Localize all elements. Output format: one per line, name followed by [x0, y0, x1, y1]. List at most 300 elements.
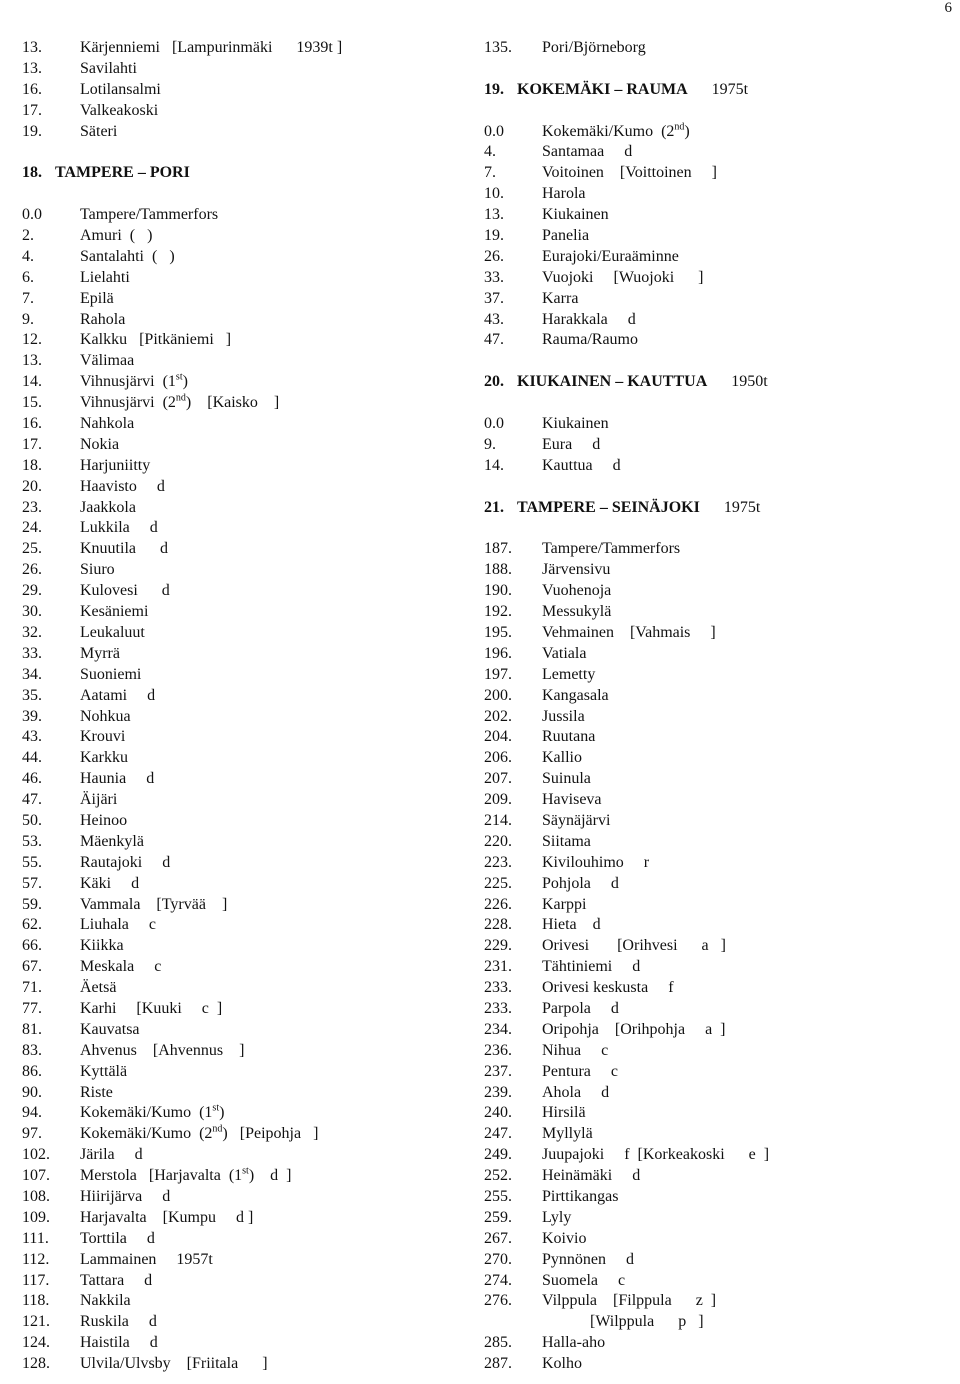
- station-entry: [484, 38, 944, 59]
- station-entry: [22, 477, 482, 498]
- station-km: 23.: [22, 498, 42, 516]
- station-km: 233.: [484, 999, 512, 1017]
- station-name: Parpola d: [542, 999, 619, 1017]
- station-name: Kulovesi d: [80, 582, 170, 600]
- station-entry: [22, 665, 482, 686]
- station-entry: [22, 1020, 482, 1041]
- station-km: 274.: [484, 1271, 512, 1289]
- station-name: Meskala c: [80, 958, 162, 976]
- blank-line: [484, 59, 944, 80]
- station-name: Nakkila: [80, 1292, 131, 1310]
- station-km: 220.: [484, 832, 512, 850]
- station-km: 43.: [484, 310, 504, 328]
- station-km: 16.: [22, 80, 42, 98]
- station-entry: [484, 811, 944, 832]
- blank-line: [484, 351, 944, 372]
- station-km: 188.: [484, 561, 512, 579]
- station-name: Pohjola d: [542, 874, 619, 892]
- station-km: 53.: [22, 832, 42, 850]
- station-entry: [22, 957, 482, 978]
- station-name: Äetsä: [80, 979, 117, 997]
- station-name: Kokemäki/Kumo (1st): [80, 1103, 225, 1122]
- station-entry: [22, 1187, 482, 1208]
- station-name: Savilahti: [80, 59, 137, 77]
- station-km: 9.: [484, 435, 496, 453]
- station-entry: [484, 539, 944, 560]
- station-km: 0.0: [22, 206, 42, 224]
- station-entry: [484, 999, 944, 1020]
- station-entry: [22, 1041, 482, 1062]
- station-km: 66.: [22, 937, 42, 955]
- station-km: 20.: [22, 477, 42, 495]
- ordinal-superscript: nd: [674, 121, 685, 133]
- ordinal-superscript: st: [242, 1165, 249, 1177]
- station-name: Liuhala c: [80, 916, 156, 934]
- station-km: 32.: [22, 623, 42, 641]
- station-entry: [484, 936, 944, 957]
- station-km: 7.: [484, 164, 496, 182]
- station-entry: [484, 644, 944, 665]
- station-entry: [22, 874, 482, 895]
- station-km: 200.: [484, 686, 512, 704]
- station-entry: [484, 581, 944, 602]
- station-name: Suoniemi: [80, 665, 142, 683]
- station-entry: [22, 644, 482, 665]
- station-name: Kivilouhimo r: [542, 853, 650, 871]
- station-km: 17.: [22, 101, 42, 119]
- station-entry: [22, 602, 482, 623]
- station-name: Jussila: [542, 707, 585, 725]
- station-entry: [22, 936, 482, 957]
- station-entry: [22, 351, 482, 372]
- station-entry: [22, 1312, 482, 1333]
- station-entry: [484, 707, 944, 728]
- ordinal-superscript: st: [175, 371, 183, 383]
- station-entry: [484, 1354, 944, 1375]
- station-entry: [22, 101, 482, 122]
- station-entry: [484, 978, 944, 999]
- station-name: Halla-aho: [542, 1334, 606, 1352]
- station-km: 33.: [22, 644, 42, 662]
- station-name: Siuro: [80, 561, 115, 579]
- station-km: 202.: [484, 707, 512, 725]
- station-name: Haunia d: [80, 770, 155, 788]
- station-entry: [22, 1354, 482, 1375]
- station-entry: [484, 1166, 944, 1187]
- station-name: Vehmainen [Vahmais ]: [542, 623, 716, 641]
- route-name: KOKEMÄKI – RAUMA 1975t: [517, 80, 749, 98]
- station-km: 118.: [22, 1292, 50, 1310]
- blank-line: [484, 518, 944, 539]
- station-name: Myrrä: [80, 644, 120, 662]
- station-name: Pirttikangas: [542, 1187, 619, 1205]
- station-km: 267.: [484, 1229, 512, 1247]
- station-km: 26.: [22, 561, 42, 579]
- station-name: Haistila d: [80, 1334, 158, 1352]
- station-km: 29.: [22, 582, 42, 600]
- station-name: Amuri ( ): [80, 227, 153, 245]
- station-km: 13.: [22, 59, 42, 77]
- station-km: 240.: [484, 1104, 512, 1122]
- station-km: 225.: [484, 874, 512, 892]
- station-name: Ahvenus [Ahvennus ]: [80, 1041, 245, 1059]
- station-entry: [484, 184, 944, 205]
- station-name: Lielahti: [80, 268, 130, 286]
- station-km: 223.: [484, 853, 512, 871]
- station-name: Nihua c: [542, 1041, 609, 1059]
- station-entry: [484, 330, 944, 351]
- station-entry: [484, 226, 944, 247]
- station-km: 35.: [22, 686, 42, 704]
- station-name: Riste: [80, 1083, 113, 1101]
- station-entry: [484, 1062, 944, 1083]
- station-km: 43.: [22, 728, 42, 746]
- station-km: 117.: [22, 1271, 50, 1289]
- station-entry: [484, 1333, 944, 1354]
- station-km: 15.: [22, 394, 42, 412]
- station-km: 108.: [22, 1187, 50, 1205]
- station-name: Karra: [542, 289, 579, 307]
- station-name: Tattara d: [80, 1271, 153, 1289]
- station-km: 83.: [22, 1041, 42, 1059]
- station-entry: [22, 1124, 482, 1145]
- station-km: 10.: [484, 185, 504, 203]
- station-name: Vammala [Tyrvää ]: [80, 895, 228, 913]
- station-entry: [484, 1312, 944, 1333]
- station-entry: [22, 769, 482, 790]
- station-entry: [484, 122, 944, 143]
- station-km: 204.: [484, 728, 512, 746]
- station-name: Säynäjärvi: [542, 811, 611, 829]
- station-entry: [484, 247, 944, 268]
- station-name: Kokemäki/Kumo (2nd): [542, 121, 690, 140]
- station-entry: [22, 1229, 482, 1250]
- station-name: Kesäniemi: [80, 603, 149, 621]
- station-entry: [22, 1291, 482, 1312]
- station-name: Kalkku [Pitkäniemi ]: [80, 331, 232, 349]
- station-km: 67.: [22, 958, 42, 976]
- station-name: Haviseva: [542, 791, 602, 809]
- station-name: Vatiala: [542, 644, 587, 662]
- station-name: Panelia: [542, 227, 590, 245]
- station-name: Nohkua: [80, 707, 131, 725]
- ordinal-superscript: nd: [212, 1123, 223, 1135]
- station-name: Ulvila/Ulvsby [Friitala ]: [80, 1355, 268, 1373]
- station-name: Kiukainen: [542, 206, 609, 224]
- station-km: 59.: [22, 895, 42, 913]
- station-name: Tampere/Tammerfors: [542, 540, 681, 558]
- station-entry: [484, 414, 944, 435]
- station-km: 107.: [22, 1167, 50, 1185]
- station-km: 13.: [22, 352, 42, 370]
- station-name: Krouvi: [80, 728, 126, 746]
- blank-line: [484, 477, 944, 498]
- station-entry: [484, 435, 944, 456]
- station-km: 2.: [22, 227, 34, 245]
- station-entry: [484, 560, 944, 581]
- station-km: 109.: [22, 1208, 50, 1226]
- station-name: Karppi: [542, 895, 587, 913]
- station-entry: [22, 330, 482, 351]
- station-km: 77.: [22, 999, 42, 1017]
- station-entry: [484, 1250, 944, 1271]
- station-entry: [22, 122, 482, 143]
- station-km: 47.: [484, 331, 504, 349]
- station-km: 249.: [484, 1146, 512, 1164]
- station-entry: [484, 895, 944, 916]
- station-name: Merstola [Harjavalta (1st) d ]: [80, 1165, 292, 1185]
- station-name: Koivio: [542, 1229, 587, 1247]
- station-km: 121.: [22, 1313, 50, 1331]
- station-entry: [22, 1103, 482, 1124]
- station-km: 128.: [22, 1355, 50, 1373]
- station-km: 259.: [484, 1208, 512, 1226]
- station-km: 71.: [22, 979, 42, 997]
- left-column: [22, 38, 482, 1375]
- station-km: 233.: [484, 979, 512, 997]
- station-km: 197.: [484, 665, 512, 683]
- station-name: Rauma/Raumo: [542, 331, 638, 349]
- station-name: Kolho: [542, 1355, 582, 1373]
- station-km: 50.: [22, 811, 42, 829]
- station-entry: [22, 498, 482, 519]
- station-name: Karkku: [80, 749, 128, 767]
- station-name: Nahkola: [80, 415, 135, 433]
- station-name: Kärjenniemi [Lampurinmäki 1939t ]: [80, 39, 343, 56]
- station-name: Lammainen 1957t: [80, 1250, 213, 1268]
- route-number: 21.: [484, 498, 504, 516]
- station-name: Messukylä: [542, 603, 612, 621]
- station-entry: [22, 59, 482, 80]
- station-name: Vihnusjärvi (1st): [80, 371, 188, 391]
- station-entry: [484, 1041, 944, 1062]
- station-entry: [484, 915, 944, 936]
- station-entry: [22, 811, 482, 832]
- station-name: Orivesi [Orihvesi a ]: [542, 937, 726, 955]
- station-name: Vihnusjärvi (2nd) [Kaisko ]: [80, 392, 280, 412]
- station-entry: [22, 915, 482, 936]
- station-km: 97.: [22, 1125, 42, 1143]
- station-km: 206.: [484, 749, 512, 767]
- station-name: Siitama: [542, 832, 591, 850]
- station-name: Heinämäki d: [542, 1167, 641, 1185]
- station-km: 26.: [484, 247, 504, 265]
- station-entry: [22, 435, 482, 456]
- station-name: Rautajoki d: [80, 853, 171, 871]
- station-entry: [484, 874, 944, 895]
- station-name: Santamaa d: [542, 143, 633, 161]
- station-name: Lyly: [542, 1208, 572, 1226]
- station-entry: [22, 247, 482, 268]
- station-entry: [484, 665, 944, 686]
- station-name: Jaakkola: [80, 498, 136, 516]
- station-entry: [484, 1271, 944, 1292]
- station-km: 81.: [22, 1020, 42, 1038]
- station-km: 47.: [22, 791, 42, 809]
- station-km: 247.: [484, 1125, 512, 1143]
- station-name: Myllylä: [542, 1125, 593, 1143]
- station-name: Santalahti ( ): [80, 247, 175, 265]
- station-entry: [22, 686, 482, 707]
- station-name: Leukaluut: [80, 623, 145, 641]
- station-km: 4.: [22, 247, 34, 265]
- station-name: Kauttua d: [542, 456, 621, 474]
- station-name: Kauvatsa: [80, 1020, 140, 1038]
- station-entry: [22, 1250, 482, 1271]
- station-entry: [22, 623, 482, 644]
- station-entry: [22, 80, 482, 101]
- route-year: 1975t: [687, 80, 749, 98]
- station-km: 90.: [22, 1083, 42, 1101]
- station-name: Mäenkylä: [80, 832, 144, 850]
- station-name: Pentura c: [542, 1062, 618, 1080]
- route-number: 19.: [484, 80, 504, 98]
- station-km: 102.: [22, 1146, 50, 1164]
- station-name: Vuohenoja: [542, 582, 612, 600]
- page-number: 6: [944, 0, 952, 16]
- station-entry: [22, 1083, 482, 1104]
- station-name: Harjuniitty: [80, 456, 151, 474]
- station-name: Kokemäki/Kumo (2nd) [Peipohja ]: [80, 1123, 319, 1143]
- station-km: 229.: [484, 937, 512, 955]
- station-km: 190.: [484, 582, 512, 600]
- station-km: 46.: [22, 770, 42, 788]
- blank-line: [484, 101, 944, 122]
- station-entry: [22, 310, 482, 331]
- route-number: 18.: [22, 164, 42, 182]
- route-number: 20.: [484, 373, 504, 391]
- station-entry: [22, 895, 482, 916]
- station-km: 112.: [22, 1250, 50, 1268]
- station-name: Ahola d: [542, 1083, 610, 1101]
- station-entry: [484, 1124, 944, 1145]
- station-entry: [484, 602, 944, 623]
- station-entry: [484, 1291, 944, 1312]
- station-entry: [22, 205, 482, 226]
- station-entry: [22, 539, 482, 560]
- station-km: 19.: [484, 227, 504, 245]
- station-km: 33.: [484, 268, 504, 286]
- station-name: Eura d: [542, 435, 601, 453]
- station-name: Kallio: [542, 749, 582, 767]
- station-km: 44.: [22, 749, 42, 767]
- station-km: 196.: [484, 644, 512, 662]
- station-entry: [484, 1229, 944, 1250]
- station-km: 237.: [484, 1062, 512, 1080]
- station-entry: [484, 769, 944, 790]
- station-km: 12.: [22, 331, 42, 349]
- station-entry: [22, 393, 482, 414]
- station-entry: [484, 623, 944, 644]
- station-name: Harakkala d: [542, 310, 636, 328]
- station-name: Knuutila d: [80, 540, 168, 558]
- station-km: 135.: [484, 39, 512, 56]
- station-km: 30.: [22, 603, 42, 621]
- station-entry: [484, 289, 944, 310]
- station-name: Harjavalta [Kumpu d ]: [80, 1208, 254, 1226]
- station-km: 86.: [22, 1062, 42, 1080]
- route-heading: [484, 80, 944, 101]
- station-entry: [484, 310, 944, 331]
- station-entry: [22, 832, 482, 853]
- station-entry: [22, 226, 482, 247]
- station-km: 276.: [484, 1292, 512, 1310]
- station-name: Valkeakoski: [80, 101, 159, 119]
- station-entry: [484, 205, 944, 226]
- station-name: Karhi [Kuuki c ]: [80, 999, 223, 1017]
- station-entry: [22, 414, 482, 435]
- station-km: 111.: [22, 1229, 49, 1247]
- station-name: Tampere/Tammerfors: [80, 206, 219, 224]
- station-entry: [22, 790, 482, 811]
- station-entry: [484, 163, 944, 184]
- station-name: Harola: [542, 185, 586, 203]
- station-km: 207.: [484, 770, 512, 788]
- station-entry: [484, 790, 944, 811]
- station-name: Suomela c: [542, 1271, 626, 1289]
- station-name: Suinula: [542, 770, 591, 788]
- ordinal-superscript: nd: [175, 392, 186, 404]
- station-name: Aatami d: [80, 686, 156, 704]
- station-km: 234.: [484, 1020, 512, 1038]
- station-name: Torttila d: [80, 1229, 155, 1247]
- route-name: TAMPERE – SEINÄJOKI 1975t: [517, 498, 761, 516]
- station-name: Vuojoki [Wuojoki ]: [542, 268, 704, 286]
- station-name: Äijäri: [80, 791, 118, 809]
- station-entry: [22, 372, 482, 393]
- station-km: 4.: [484, 143, 496, 161]
- station-km: 57.: [22, 874, 42, 892]
- right-column: [484, 38, 944, 1375]
- station-name: Ruskila d: [80, 1313, 157, 1331]
- station-km: 270.: [484, 1250, 512, 1268]
- station-name: Lemetty: [542, 665, 596, 683]
- station-entry: [484, 268, 944, 289]
- station-km: 231.: [484, 958, 512, 976]
- station-name: Nokia: [80, 435, 120, 453]
- station-entry: [484, 748, 944, 769]
- station-entry: [484, 1083, 944, 1104]
- station-name: Ruutana: [542, 728, 596, 746]
- station-km: 226.: [484, 895, 512, 913]
- station-km: 9.: [22, 310, 34, 328]
- station-km: 7.: [22, 289, 34, 307]
- station-name: Kiikka: [80, 937, 124, 955]
- station-km: 34.: [22, 665, 42, 683]
- station-name: Oripohja [Orihpohja a ]: [542, 1020, 726, 1038]
- station-km: 19.: [22, 122, 42, 140]
- blank-line: [22, 142, 482, 163]
- station-name: [Wilppula p ]: [590, 1313, 704, 1331]
- route-name: KIUKAINEN – KAUTTUA 1950t: [517, 373, 768, 391]
- station-entry: [22, 518, 482, 539]
- station-km: 13.: [484, 206, 504, 224]
- station-km: 55.: [22, 853, 42, 871]
- station-entry: [22, 999, 482, 1020]
- station-name: Kyttälä: [80, 1062, 128, 1080]
- station-name: Säteri: [80, 122, 118, 140]
- station-km: 239.: [484, 1083, 512, 1101]
- station-name: Heinoo: [80, 811, 128, 829]
- station-km: 18.: [22, 456, 42, 474]
- station-name: Juupajoki f [Korkeakoski e ]: [542, 1146, 770, 1164]
- station-entry: [22, 456, 482, 477]
- station-name: Järvensivu: [542, 561, 611, 579]
- station-km: 192.: [484, 603, 512, 621]
- station-name: Lukkila d: [80, 519, 158, 537]
- station-km: 195.: [484, 623, 512, 641]
- station-km: 0.0: [484, 122, 504, 140]
